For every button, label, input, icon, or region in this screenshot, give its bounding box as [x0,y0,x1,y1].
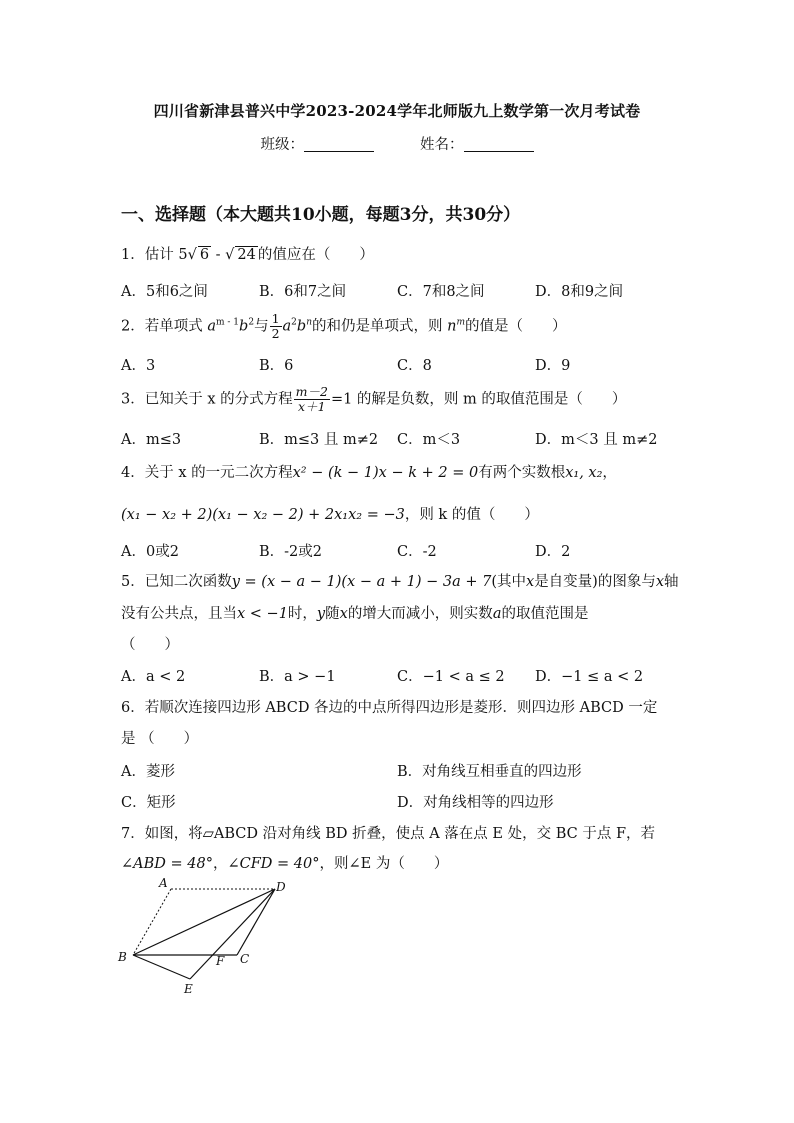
student-info [0,133,794,154]
radicand: 24 [237,247,256,263]
segment-bd [133,889,275,955]
question-6-line-2: 是 （ ） [121,731,199,747]
label-a: A [159,876,168,890]
option-a: A．a < 2 [121,669,186,685]
option-c: C．7和8之间 [397,284,485,300]
option-c: C．−1 < a ≤ 2 [397,669,505,685]
segment-be [133,955,190,979]
class-blank [304,137,374,152]
name-blank [464,137,534,152]
name-label: 姓名： [420,137,464,153]
option-a: A．3 [121,358,156,374]
question-2: 2．若单项式 $a^{m - 1}b^2$与 $\frac{1}{2}$ $a^2b^n$的和仍是单项式，则 $n^m$的值是（ ） [121,311,567,341]
question-4: 4．关于 x 的一元二次方程x² − (k − 1)x − k + 2 = 0有两个实数根x₁, x₂， [121,465,617,481]
option-c: C．-2 [397,544,437,560]
label-d: D [276,880,286,894]
option-b: B．-2或2 [259,544,323,560]
option-c: C．8 [397,358,432,374]
question-1: 1．估计 5√ 6 - √ 24 的值应在（ ） [121,247,374,263]
question-5: 5．已知二次函数y = (x − a − 1)(x − a + 1) − 3a + 7(其中x是自变量)的图象与x轴 [121,574,679,590]
option-a: A．5和6之间 [121,284,208,300]
option-a: A．菱形 [121,764,175,780]
option-d: D．9 [535,358,571,374]
option-c: C．矩形 [121,795,176,811]
question-5-line-2: 没有公共点，且当x < −1时，y随x的增大而减小，则实数a的取值范围是 [121,606,589,622]
option-a: A．m≤3 [121,432,182,448]
page-title: 四川省新津县普兴中学2023-2024学年北师版九上数学第一次月考试卷 [153,102,641,120]
label-e: E [184,982,193,996]
question-7: 7．如图，将▱ABCD 沿对角线 BD 折叠，使点 A 落在点 E 处，交 BC 于点 F，若 [121,826,655,842]
option-d: D．−1 ≤ a < 2 [535,669,644,685]
option-b: B．6和7之间 [259,284,347,300]
option-d: D．m＜3 且 m≠2 [535,432,658,448]
option-d: D．2 [535,544,571,560]
question-6: 6．若顺次连接四边形 ABCD 各边的中点所得四边形是菱形．则四边形 ABCD 一定 [121,700,658,716]
fraction: $\frac{1}{2}$ [271,311,280,341]
section-heading: 一、选择题（本大题共10小题，每题3分，共30分） [121,205,521,225]
class-label: 班级： [260,137,304,153]
geometry-figure [112,876,312,1002]
question-7-line-2: ∠ABD = 48°，∠CFD = 40°，则∠E 为（ ） [121,856,449,872]
question-5-line-3: （ ） [121,637,179,653]
question-3: 3．已知关于 x 的分式方程 $\frac{m-2}{x+1}$ =1 的解是负数，则 m 的取值范围是（ ） [121,384,627,414]
option-d: D．8和9之间 [535,284,624,300]
label-c: C [240,952,250,966]
option-b: B．m≤3 且 m≠2 [259,432,379,448]
radicand: 6 [199,247,210,263]
segment-ed [190,889,275,979]
question-4-condition: (x₁ − x₂ + 2)(x₁ − x₂ − 2) + 2x₁x₂ = −3，则 k 的值（ ） [121,507,539,523]
segment-ab [133,889,171,955]
option-b: B．6 [259,358,294,374]
option-c: C．m＜3 [397,432,461,448]
fraction: $\frac{m-2}{x+1}$ [295,384,328,414]
label-b: B [118,950,127,964]
option-b: B．a > −1 [259,669,336,685]
option-a: A．0或2 [121,544,179,560]
option-b: B．对角线互相垂直的四边形 [397,764,582,780]
label-f: F [216,954,225,968]
segment-cd [237,889,275,955]
option-d: D．对角线相等的四边形 [397,795,554,811]
